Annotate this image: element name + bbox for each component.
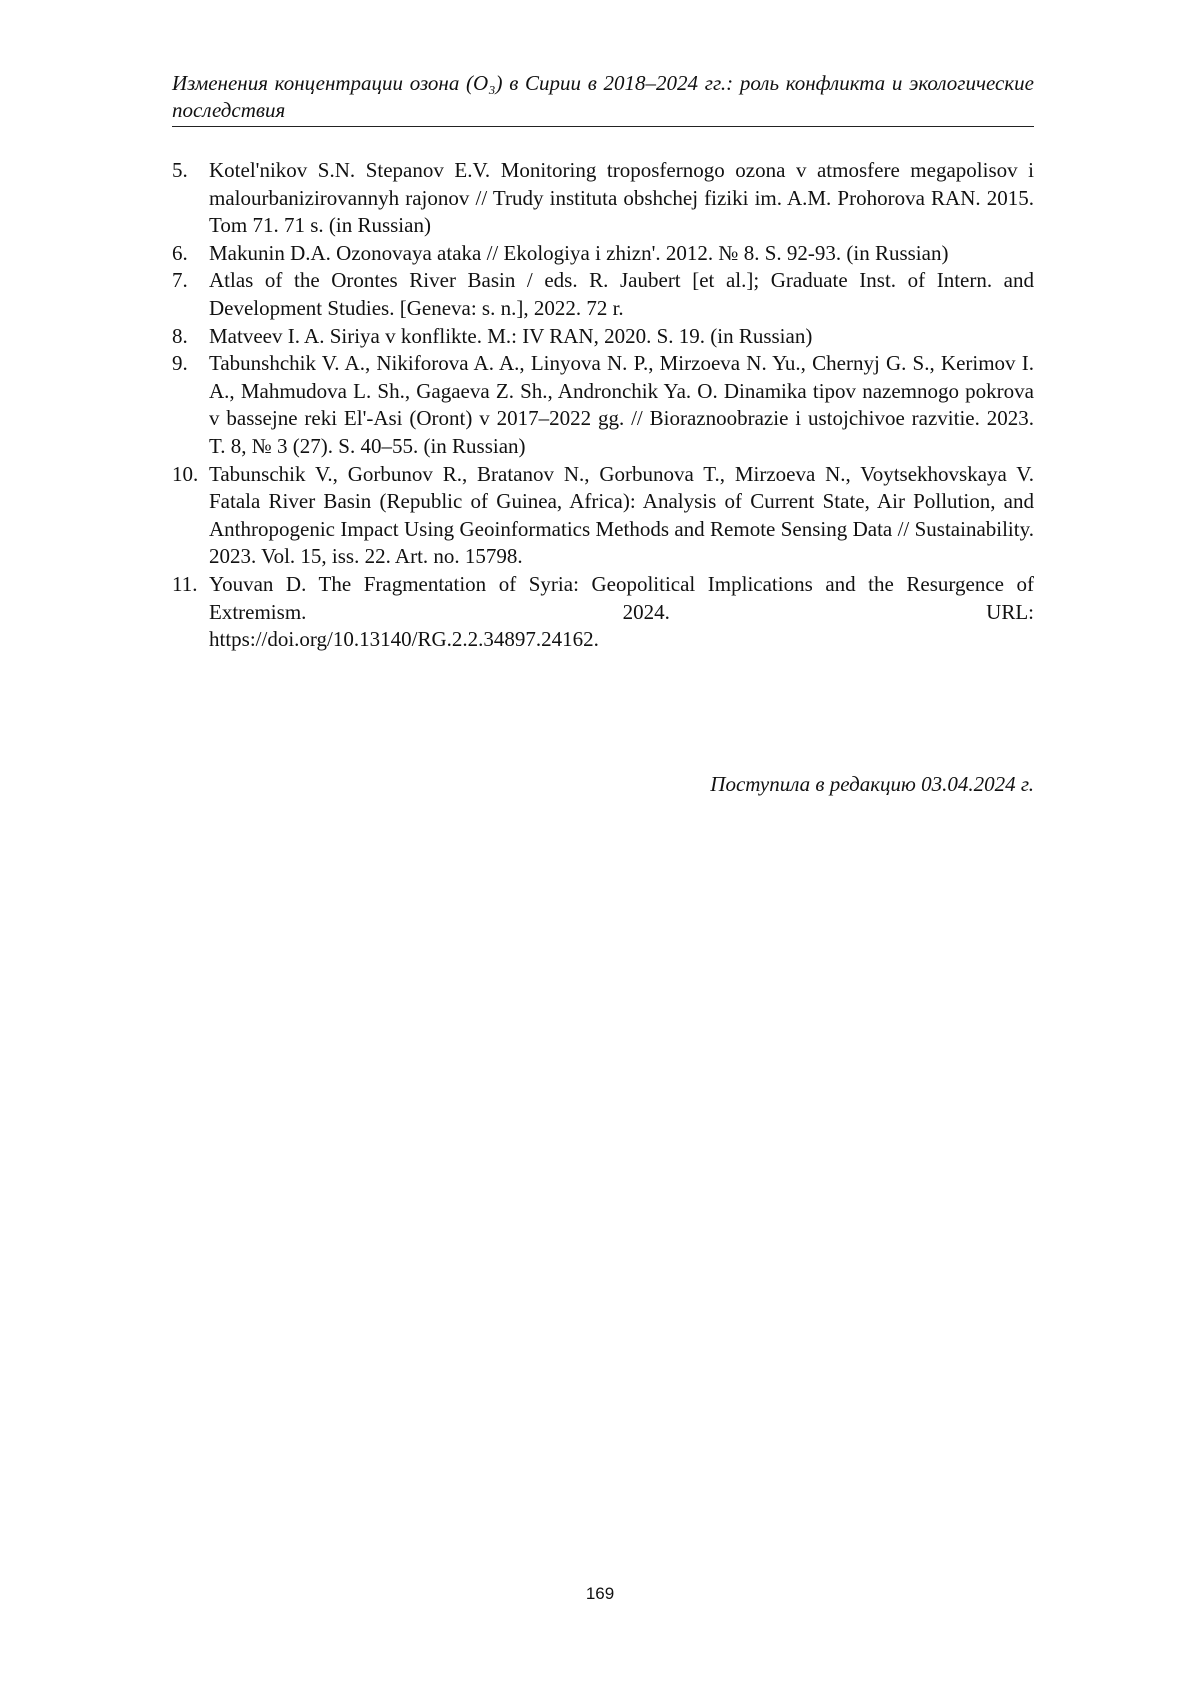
reference-number: 8. — [172, 323, 188, 348]
reference-number: 10. — [172, 461, 199, 486]
reference-text: Kotel'nikov S.N. Stepanov E.V. Monitoring troposfernogo ozona v atmosfere megapolisov i malourbanizirovannyh rajonov // Trudy instituta obshchej fiziki im. A.M. Prohorova RAN. 2015. Tom 71. 71 s. (in Russian) — [209, 158, 1034, 238]
reference-text: Youvan D. The Fragmentation of Syria: Geopolitical Implications and the Resurgence of Extremism. 2024. URL: — [209, 571, 1034, 624]
page-number: 169 — [585, 1584, 615, 1603]
reference-text: Makunin D.A. Ozonovaya ataka // Ekologiya i zhizn'. 2012. № 8. S. 92-93. (in Russian) — [209, 240, 949, 265]
reference-text-block — [209, 571, 1034, 654]
running-title: Изменения концентрации озона (O₃) в Сирии в 2018–2024 гг.: роль конфликта и экологические последствия — [172, 71, 1034, 122]
reference-item — [172, 267, 1034, 322]
received-date-note: Поступила в редакцию 03.04.2024 г. — [710, 772, 1034, 796]
reference-item — [172, 461, 1034, 571]
reference-number: 7. — [172, 268, 188, 293]
reference-item — [172, 323, 1034, 351]
reference-list — [172, 157, 1034, 654]
reference-number: 9. — [172, 351, 188, 376]
running-header — [172, 70, 1034, 127]
reference-text: Tabunschik V., Gorbunov R., Bratanov N., Gorbunova T., Mirzoeva N., Voytsekhovskaya V. Fatala River Basin (Republic of Guinea, Africa): Analysis of Current State, Air Pollution, and Anthropogenic Impact Using Geoinformatics Methods and Remote Sensing Data // Sustainability. 2023. Vol. 15, iss. 22. Art. no. 15798. — [209, 461, 1034, 569]
reference-number: 5. — [172, 158, 188, 182]
reference-item — [172, 571, 1034, 654]
reference-item — [172, 157, 1034, 240]
reference-text: Atlas of the Orontes River Basin / eds. R. Jaubert [et al.]; Graduate Inst. of Intern. and Development Studies. [Geneva: s. n.], 2022. 72 r. — [209, 268, 1034, 320]
reference-text: Matveev I. A. Siriya v konflikte. M.: IV RAN, 2020. S. 19. (in Russian) — [209, 323, 813, 348]
reference-item — [172, 240, 1034, 268]
reference-text: Tabunshchik V. A., Nikiforova A. A., Linyova N. P., Mirzoeva N. Yu., Chernyj G. S., Kerimov I. A., Mahmudova L. Sh., Gagaeva Z. Sh., Andronchik Ya. O. Dinamika tipov nazemnogo pokrova v bassejne reki El'-Asi (Oront) v 2017–2022 gg. // Bioraznoobrazie i ustojchivoe razvitie. 2023. T. 8, № 3 (27). S. 40–55. (in Russian) — [209, 351, 1034, 458]
reference-item — [172, 350, 1034, 460]
reference-doi-link[interactable]: https://doi.org/10.13140/RG.2.2.34897.24162. — [209, 627, 599, 652]
reference-number: 11. — [172, 571, 198, 596]
reference-number: 6. — [172, 240, 188, 265]
